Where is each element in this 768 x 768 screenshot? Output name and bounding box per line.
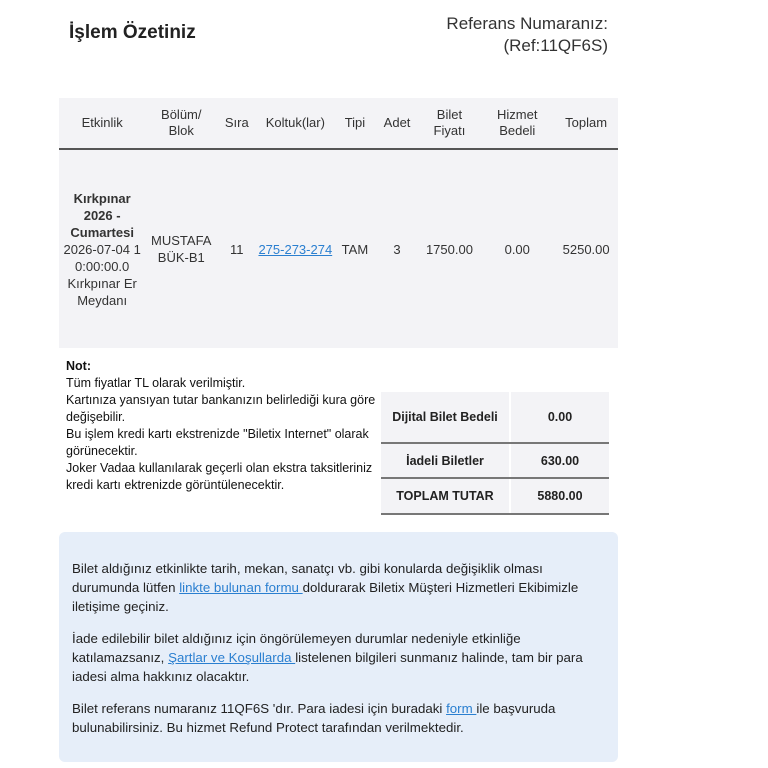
col-count: Adet [375,98,418,149]
count-cell: 3 [393,241,401,257]
event-name: Kırkpınar 2026 - Cumartesi [70,190,134,240]
note-line: Kartınıza yansıyan tutar bankanızın belirlediği kura göre değişebilir. [66,393,376,424]
event-venue: Kırkpınar Er Meydanı [67,275,137,308]
info-text: İade edilebilir bilet aldığınız için öngörülemeyen durumlar nedeniyle etkinliğe katılamazsanız, [72,631,521,665]
refund-form-link[interactable]: form [446,701,477,716]
event-date: 2026-07-04 10:00:00.0 [63,241,141,274]
terms-link[interactable]: Şartlar ve Koşullarda [168,650,296,665]
seats-cell [256,149,334,348]
col-row: Sıra [217,98,256,149]
seats-link[interactable]: 275-273-274 [258,241,333,257]
table-row [59,149,618,348]
order-table [59,98,618,348]
row-cell: 11 [230,241,244,257]
col-price: Bilet Fiyatı [419,98,481,149]
page-title: İşlem Özetiniz [69,22,196,43]
type-cell: TAM [341,241,369,257]
reference-value: (Ref:11QF6S) [503,36,608,55]
info-paragraph [72,559,608,616]
price-cell: 1750.00 [425,241,473,257]
fee-cell: 0.00 [504,241,530,257]
info-text: ile başvuruda bulunabilirsiniz. Bu hizmet Refund Protect tarafından verilmektedir. [72,701,556,735]
summary-row-digital [381,392,609,443]
info-text: Bilet aldığınız etkinlikte tarih, mekan, sanatçı vb. gibi konularda değişiklik olması durumunda lütfen [72,561,543,595]
info-box [59,532,618,762]
info-paragraph [72,629,608,686]
reference-number [446,13,608,57]
summary-table [381,392,609,515]
note-line: Tüm fiyatlar TL olarak verilmiştir. [66,376,246,390]
summary-row-refund [381,443,609,478]
total-value: 5880.00 [510,478,609,514]
total-label: TOPLAM TUTAR [381,478,510,514]
info-text: Bilet referans numaranız 11QF6S 'dır. Para iadesi için buradaki [72,701,447,716]
total-cell: 5250.00 [562,241,610,257]
note-line: Joker Vadaa kullanılarak geçerli olan ekstra taksitleriniz kredi kartı ektrenizde görüntülenecektir. [66,461,373,492]
contact-form-link[interactable]: linkte bulunan formu [179,580,303,595]
col-seats: Koltuk(lar) [256,98,334,149]
note-line: Bu işlem kredi kartı ekstrenizde "Biletix Internet" olarak görünecektir. [66,427,369,458]
digital-fee-label: Dijital Bilet Bedeli [381,392,510,443]
info-paragraph [72,699,608,737]
info-text: listelenen bilgileri sunmanız halinde, tam bir para iadesi alma hakkınız olacaktır. [72,650,583,684]
info-text: doldurarak Biletix Müşteri Hizmetleri Ekibimizle iletişime geçiniz. [72,580,579,614]
digital-fee-value: 0.00 [510,392,609,443]
summary-row-total [381,478,609,514]
table-header-row [59,98,618,149]
section-cell: MUSTAFA BÜK-B1 [151,233,212,265]
col-event: Etkinlik [59,98,145,149]
event-cell [59,149,145,348]
notes-section [66,358,376,494]
refund-label: İadeli Biletler [381,443,510,478]
col-fee: Hizmet Bedeli [480,98,554,149]
note-label: Not: [66,359,91,373]
col-total: Toplam [554,98,618,149]
col-type: Tipi [334,98,375,149]
reference-label: Referans Numaranız: [446,14,608,33]
refund-value: 630.00 [510,443,609,478]
col-section: Bölüm/ Blok [145,98,217,149]
